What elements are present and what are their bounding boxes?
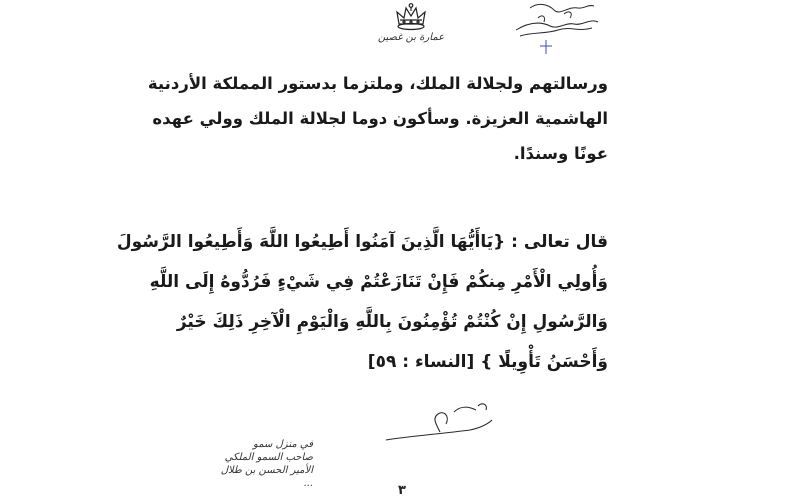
note-line: في منزل سمو	[253, 439, 313, 450]
signature-handwritten	[380, 400, 495, 450]
emblem-caption: عمارة بن غصين	[377, 32, 445, 43]
text-line: وَأَحْسَنُ تَأْوِيلًا } [النساء : ٥٩]	[367, 352, 608, 372]
text-line: وَأُولِي الْأَمْرِ مِنكُمْ فَإِنْ تَنَازَعْتُمْ فِي شَيْءٍ فَرُدُّوهُ إِلَى اللَّهِ	[149, 272, 608, 292]
text-line: قال تعالى : {يَاأَيُّهَا الَّذِينَ آمَنُوا أَطِيعُوا اللَّهَ وَأَطِيعُوا الرَّسُولَ	[116, 232, 608, 252]
crown-emblem-icon	[394, 2, 428, 32]
page-number: ٣	[398, 483, 406, 498]
note-line: الأمير الحسن بن طلال	[220, 465, 313, 476]
note-line: صاحب السمو الملكي	[224, 452, 313, 463]
text-line: عونًا وسندًا.	[513, 144, 608, 163]
handwritten-note	[213, 438, 313, 490]
paragraph-quran-verse	[116, 222, 608, 382]
note-line: ...	[303, 478, 313, 489]
signature-top-right	[508, 0, 604, 56]
text-line: الهاشمية العزيزة. وسأكون دوما لجلالة الملك وولي عهده	[152, 109, 608, 128]
text-line: ورسالتهم ولجلالة الملك، وملتزما بدستور المملكة الأردنية	[147, 74, 608, 93]
paragraph-oath	[147, 66, 608, 171]
text-line: وَالرَّسُولِ إِنْ كُنْتُمْ تُؤْمِنُونَ بِاللَّهِ وَالْيَوْمِ الْآخِرِ ذَلِكَ خَيْرٌ	[176, 312, 608, 332]
